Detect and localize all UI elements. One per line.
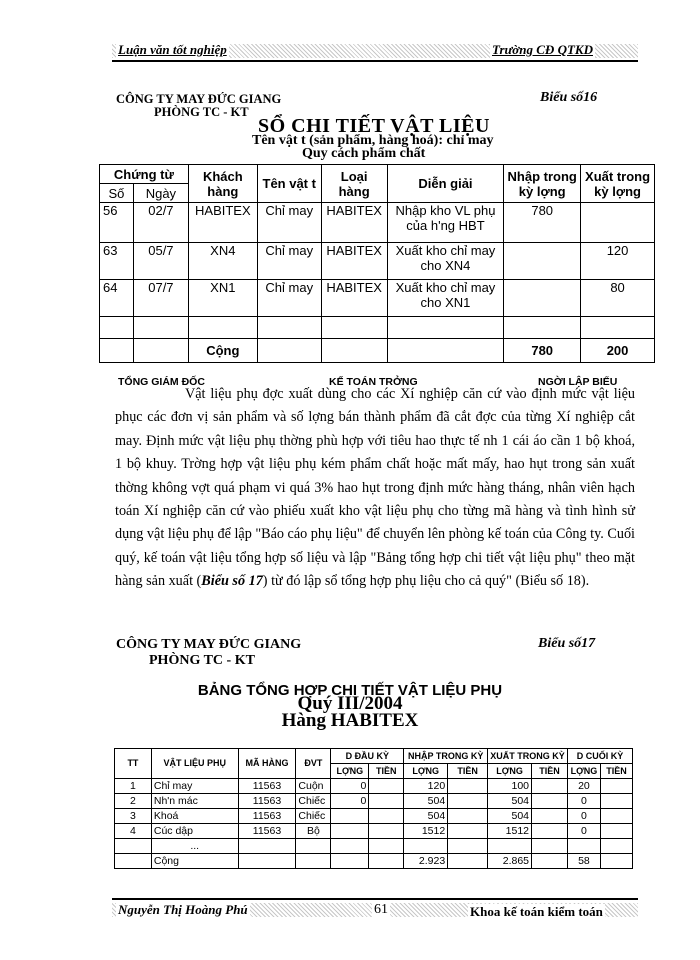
col-amount: TIỀN (532, 764, 568, 779)
col-voucher-date: Ngày (133, 184, 188, 203)
col-amount: TIỀN (448, 764, 488, 779)
cell-close-qty: 20 (567, 779, 600, 794)
cell-material: Chỉ may (257, 243, 321, 280)
cell-open-amount (369, 824, 404, 839)
col-customer: Khách hàng (188, 165, 257, 203)
cell-code: 11563 (238, 809, 296, 824)
col-qty: LỢNG (488, 764, 532, 779)
cell-customer: XN4 (188, 243, 257, 280)
paragraph-text-2: ) từ đó lập sổ tổng hợp phụ liệu cho cả quý" (Biểu số 18). (262, 573, 590, 590)
cell-date: 05/7 (133, 243, 188, 280)
department-name: PHÒNG TC - KT (154, 105, 249, 119)
cell-in-amount (448, 779, 488, 794)
ellipsis-row (115, 839, 633, 854)
col-import: Nhập trong kỳ lợng (504, 165, 581, 203)
col-voucher-no: Số (100, 184, 134, 203)
cell-unit: Chiếc (296, 809, 331, 824)
table-row (100, 317, 655, 339)
cell-close-qty: 0 (567, 809, 600, 824)
cell-close-amount (600, 824, 632, 839)
cell-code: 11563 (238, 779, 296, 794)
cell-import: 780 (504, 203, 581, 243)
footer-department: Khoa kế toán kiểm toán (470, 904, 603, 919)
cell-type: HABITEX (321, 203, 387, 243)
cell-close-qty: 0 (567, 794, 600, 809)
cell-out-qty: 504 (488, 809, 532, 824)
col-code: MÃ HÀNG (238, 749, 296, 779)
cell-no: 56 (100, 203, 134, 243)
total-close-qty: 58 (567, 854, 600, 869)
total-import: 780 (504, 339, 581, 363)
total-row (100, 339, 655, 363)
cell-in-qty: 1512 (404, 824, 448, 839)
cell-out-amount (532, 794, 568, 809)
signature-director: TỔNG GIÁM ĐỐC (118, 376, 205, 388)
table-row (115, 809, 633, 824)
summary-header-row (115, 749, 633, 764)
cell-date: 07/7 (133, 280, 188, 317)
cell-material: Cúc dập (151, 824, 238, 839)
table-header-row (100, 165, 655, 184)
col-qty: LỢNG (331, 764, 369, 779)
col-unit: ĐVT (296, 749, 331, 779)
total-label: Cộng (188, 339, 257, 363)
company-name-2: CÔNG TY MAY ĐỨC GIANG (116, 637, 302, 652)
summary-title: BẢNG TỔNG HỢP CHI TIẾT VẬT LIỆU PHỤ (197, 682, 503, 699)
cell-description: Xuất kho chỉ may cho XN4 (387, 243, 504, 280)
summary-product: Hàng HABITEX (281, 710, 419, 731)
cell-in-qty: 504 (404, 794, 448, 809)
col-export: XUẤT TRONG KỲ (488, 749, 568, 764)
paragraph-text-1: Vật liệu phụ đợc xuất dùng cho các Xí nghiệp căn cứ vào định mức vật liệu phục các đơn vị sản phẩm và số lợng bán thành phẩm đã cắt đợc của từng Xí nghiệp cắt may. Định mức vật liệu phụ thờng phù hợp với tiêu hao thực tế nh 1 cái áo cần 1 bộ khoá, 1 bộ khuy. Trờng hợp vật liệu phụ kém phẩm chất hoặc mất mấy, hao hụt trong sản xuất thờng không vợt quá phạm vi quá 3% hao hụt trong định mức hàng tháng, nhân viên hạch toán Xí nghiệp căn cứ vào phiếu xuất kho vật liệu phụ cho từng mã hàng và tình hình sử dụng vật liệu phụ để lập "Báo cáo phụ liệu" để chuyển lên phòng kế toán của Công ty. Cuối quý, kế toán vật liệu tổng hợp số liệu và lập "Bảng tổng hợp chi tiết vật liệu phụ" theo mặt hàng sản xuất ( (115, 386, 635, 590)
cell-code: 11563 (238, 794, 296, 809)
cell-date: 02/7 (133, 203, 188, 243)
header-school-label: Trường CĐ QTKD (492, 42, 593, 57)
summary-table (114, 748, 633, 869)
ledger-subtitle: Tên vật t (sản phẩm, hàng hoá): chỉ may (252, 133, 494, 148)
signature-accountant: KẾ TOÁN TRỞNG (329, 376, 418, 388)
col-import: NHẬP TRONG KỲ (404, 749, 488, 764)
signature-preparer: NGỜI LẬP BIỂU (538, 376, 618, 388)
cell-tt: 3 (115, 809, 152, 824)
department-name-2: PHÒNG TC - KT (149, 653, 255, 668)
cell-export: 80 (581, 280, 655, 317)
col-voucher: Chứng từ (100, 165, 189, 184)
total-export: 200 (581, 339, 655, 363)
form-number-2: Biểu số17 (538, 636, 596, 651)
col-amount: TIỀN (600, 764, 632, 779)
col-material: Tên vật t (257, 165, 321, 203)
total-label: Cộng (151, 854, 238, 869)
cell-export (581, 203, 655, 243)
cell-material: Chỉ may (257, 203, 321, 243)
cell-tt: 1 (115, 779, 152, 794)
cell-material: Chỉ may (151, 779, 238, 794)
paragraph-emphasis: Biểu số 17 (201, 573, 263, 590)
cell-open-qty (331, 824, 369, 839)
cell-open-amount (369, 809, 404, 824)
col-closing: D CUỐI KỲ (567, 749, 632, 764)
company-name: CÔNG TY MAY ĐỨC GIANG (116, 92, 282, 106)
ledger-title: SỔ CHI TIẾT VẬT LIỆU (258, 115, 490, 137)
col-qty: LỢNG (404, 764, 448, 779)
cell-import (504, 243, 581, 280)
header-divider (112, 60, 638, 62)
table-row (100, 243, 655, 280)
cell-customer: HABITEX (188, 203, 257, 243)
cell-import (504, 280, 581, 317)
header-thesis-label: Luận văn tốt nghiệp (118, 42, 227, 57)
col-export: Xuất trong kỳ lợng (581, 165, 655, 203)
cell-in-amount (448, 824, 488, 839)
ledger-spec: Quy cách phẩm chất (302, 146, 426, 161)
cell-code: 11563 (238, 824, 296, 839)
cell-material: Nh'n mác (151, 794, 238, 809)
page-number: 61 (374, 902, 388, 917)
cell-out-amount (532, 809, 568, 824)
cell-open-amount (369, 794, 404, 809)
cell-no: 63 (100, 243, 134, 280)
cell-in-amount (448, 794, 488, 809)
col-tt: TT (115, 749, 152, 779)
cell-type: HABITEX (321, 280, 387, 317)
cell-out-amount (532, 824, 568, 839)
cell-tt: 2 (115, 794, 152, 809)
cell-open-qty: 0 (331, 794, 369, 809)
cell-description: Xuất kho chỉ may cho XN1 (387, 280, 504, 317)
cell-type: HABITEX (321, 243, 387, 280)
col-material: VẬT LIỆU PHỤ (151, 749, 238, 779)
cell-out-qty: 100 (488, 779, 532, 794)
form-number: Biểu số16 (540, 90, 598, 105)
col-description: Diễn giải (387, 165, 504, 203)
cell-close-amount (600, 809, 632, 824)
col-amount: TIỀN (369, 764, 404, 779)
cell-close-qty: 0 (567, 824, 600, 839)
table-row (100, 203, 655, 243)
cell-in-amount (448, 809, 488, 824)
col-type: Loại hàng (321, 165, 387, 203)
cell-out-qty: 1512 (488, 824, 532, 839)
table-row (115, 779, 633, 794)
cell-close-amount (600, 779, 632, 794)
cell-description: Nhập kho VL phụ của h'ng HBT (387, 203, 504, 243)
table-row (115, 824, 633, 839)
cell-open-amount (369, 779, 404, 794)
col-qty: LỢNG (567, 764, 600, 779)
material-ledger-table (99, 164, 655, 363)
total-in-qty: 2.923 (404, 854, 448, 869)
cell-tt: 4 (115, 824, 152, 839)
col-opening: D ĐẦU KỲ (331, 749, 404, 764)
ellipsis-text: ... (151, 839, 238, 854)
cell-out-amount (532, 779, 568, 794)
table-row (115, 794, 633, 809)
cell-export: 120 (581, 243, 655, 280)
cell-unit: Cuộn (296, 779, 331, 794)
total-out-qty: 2.865 (488, 854, 532, 869)
cell-unit: Bộ (296, 824, 331, 839)
summary-quarter: Quý III/2004 (297, 693, 403, 714)
cell-out-qty: 504 (488, 794, 532, 809)
cell-in-qty: 120 (404, 779, 448, 794)
footer-author: Nguyễn Thị Hoàng Phú (118, 902, 248, 917)
total-row (115, 854, 633, 869)
cell-customer: XN1 (188, 280, 257, 317)
footer-divider (112, 898, 638, 900)
cell-material: Chỉ may (257, 280, 321, 317)
cell-open-qty: 0 (331, 779, 369, 794)
cell-unit: Chiếc (296, 794, 331, 809)
body-paragraph (115, 383, 635, 594)
cell-no: 64 (100, 280, 134, 317)
cell-material: Khoá (151, 809, 238, 824)
cell-in-qty: 504 (404, 809, 448, 824)
table-row (100, 280, 655, 317)
cell-open-qty (331, 809, 369, 824)
cell-close-amount (600, 794, 632, 809)
